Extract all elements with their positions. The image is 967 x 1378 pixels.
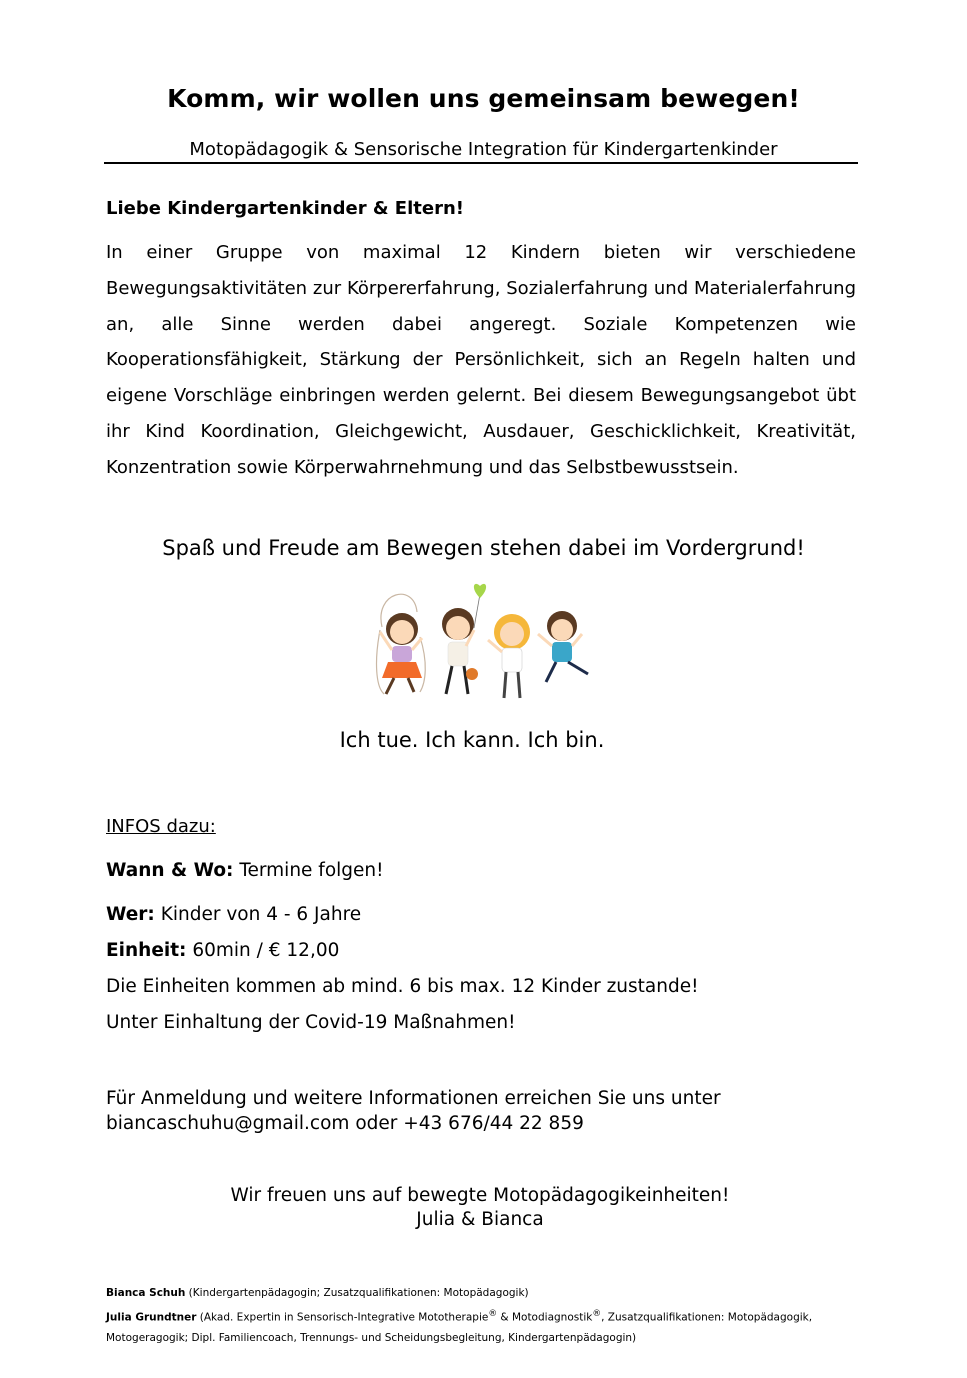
footer-julia-desc-c: , Zusatzqualifikationen: Motopädagogik, Motogeragogik; Dipl. Familiencoach, Trennungs- und Scheidungsbegleitung, Kindergartenpädagogin) bbox=[106, 1311, 813, 1344]
footer-julia-name: Julia Grundtner bbox=[106, 1311, 197, 1323]
info-when-where-label: Wann & Wo: bbox=[106, 860, 234, 881]
girl-blonde bbox=[488, 614, 530, 698]
intro-paragraph: In einer Gruppe von maximal 12 Kindern bieten wir verschiedene Bewegungsaktivitäten zur Körpererfahrung, Sozialerfahrung und Materialerfahrung an, alle Sinne werden dabei angeregt. Soziale Kompetenzen wie Kooperationsfähigkeit, Stärkung der Persönlichkeit, sich an Regeln halten und eigene Vorschläge einbringen werden gelernt. Bei diesem Bewegungsangebot übt ihr Kind Koordination, Gleichgewicht, Ausdauer, Geschicklichkeit, Kreativität, Konzentration sowie Körperwahrnehmung und das Selbstbewusstsein. bbox=[106, 242, 856, 478]
tagline: Ich tue. Ich kann. Ich bin. bbox=[339, 728, 605, 752]
page-subtitle: Motopädagogik & Sensorische Integration für Kindergartenkinder bbox=[189, 139, 778, 160]
closing-signature: Julia & Bianca bbox=[416, 1209, 544, 1230]
info-who bbox=[106, 904, 361, 925]
greeting: Liebe Kindergartenkinder & Eltern! bbox=[106, 198, 464, 219]
boy-with-ball bbox=[442, 584, 486, 694]
contact-block bbox=[106, 1086, 721, 1136]
infos-heading: INFOS dazu: bbox=[106, 816, 216, 837]
closing-block bbox=[0, 1184, 960, 1232]
title-divider bbox=[104, 162, 858, 164]
girl-jumping-rope bbox=[377, 594, 426, 694]
closing-line-1: Wir freuen uns auf bewegte Motopädagogikeinheiten! bbox=[230, 1185, 730, 1206]
footer-bianca-desc: (Kindergartenpädagogin; Zusatzqualifikationen: Motopädagogik) bbox=[185, 1287, 529, 1299]
registered-mark-1: ® bbox=[488, 1308, 498, 1319]
contact-line-1: Für Anmeldung und weitere Informationen erreichen Sie uns unter bbox=[106, 1088, 721, 1109]
children-illustration bbox=[362, 582, 608, 706]
motto: Spaß und Freude am Bewegen stehen dabei im Vordergrund! bbox=[162, 536, 805, 560]
info-unit-label: Einheit: bbox=[106, 940, 187, 961]
info-unit-value: 60min / € 12,00 bbox=[186, 940, 340, 961]
info-covid: Unter Einhaltung der Covid-19 Maßnahmen! bbox=[106, 1012, 516, 1033]
info-when-where-value: Termine folgen! bbox=[233, 860, 384, 881]
footer-bianca bbox=[106, 1283, 826, 1304]
page-title: Komm, wir wollen uns gemeinsam bewegen! bbox=[167, 84, 800, 113]
footer-julia bbox=[106, 1304, 826, 1349]
info-unit bbox=[106, 940, 339, 961]
info-who-label: Wer: bbox=[106, 904, 155, 925]
footer-credentials bbox=[106, 1283, 826, 1348]
footer-julia-desc-b: & Motodiagnostik bbox=[497, 1311, 593, 1323]
info-who-value: Kinder von 4 - 6 Jahre bbox=[154, 904, 362, 925]
contact-line-2: biancaschuhu@gmail.com oder +43 676/44 22 859 bbox=[106, 1113, 584, 1134]
footer-bianca-name: Bianca Schuh bbox=[106, 1287, 186, 1299]
info-when-where bbox=[106, 860, 384, 881]
boy-jumping bbox=[538, 611, 588, 682]
info-min-max: Die Einheiten kommen ab mind. 6 bis max. 12 Kinder zustande! bbox=[106, 976, 699, 997]
footer-julia-desc-a: (Akad. Expertin in Sensorisch-Integrative Mototherapie bbox=[196, 1311, 489, 1323]
registered-mark-2: ® bbox=[592, 1308, 602, 1319]
